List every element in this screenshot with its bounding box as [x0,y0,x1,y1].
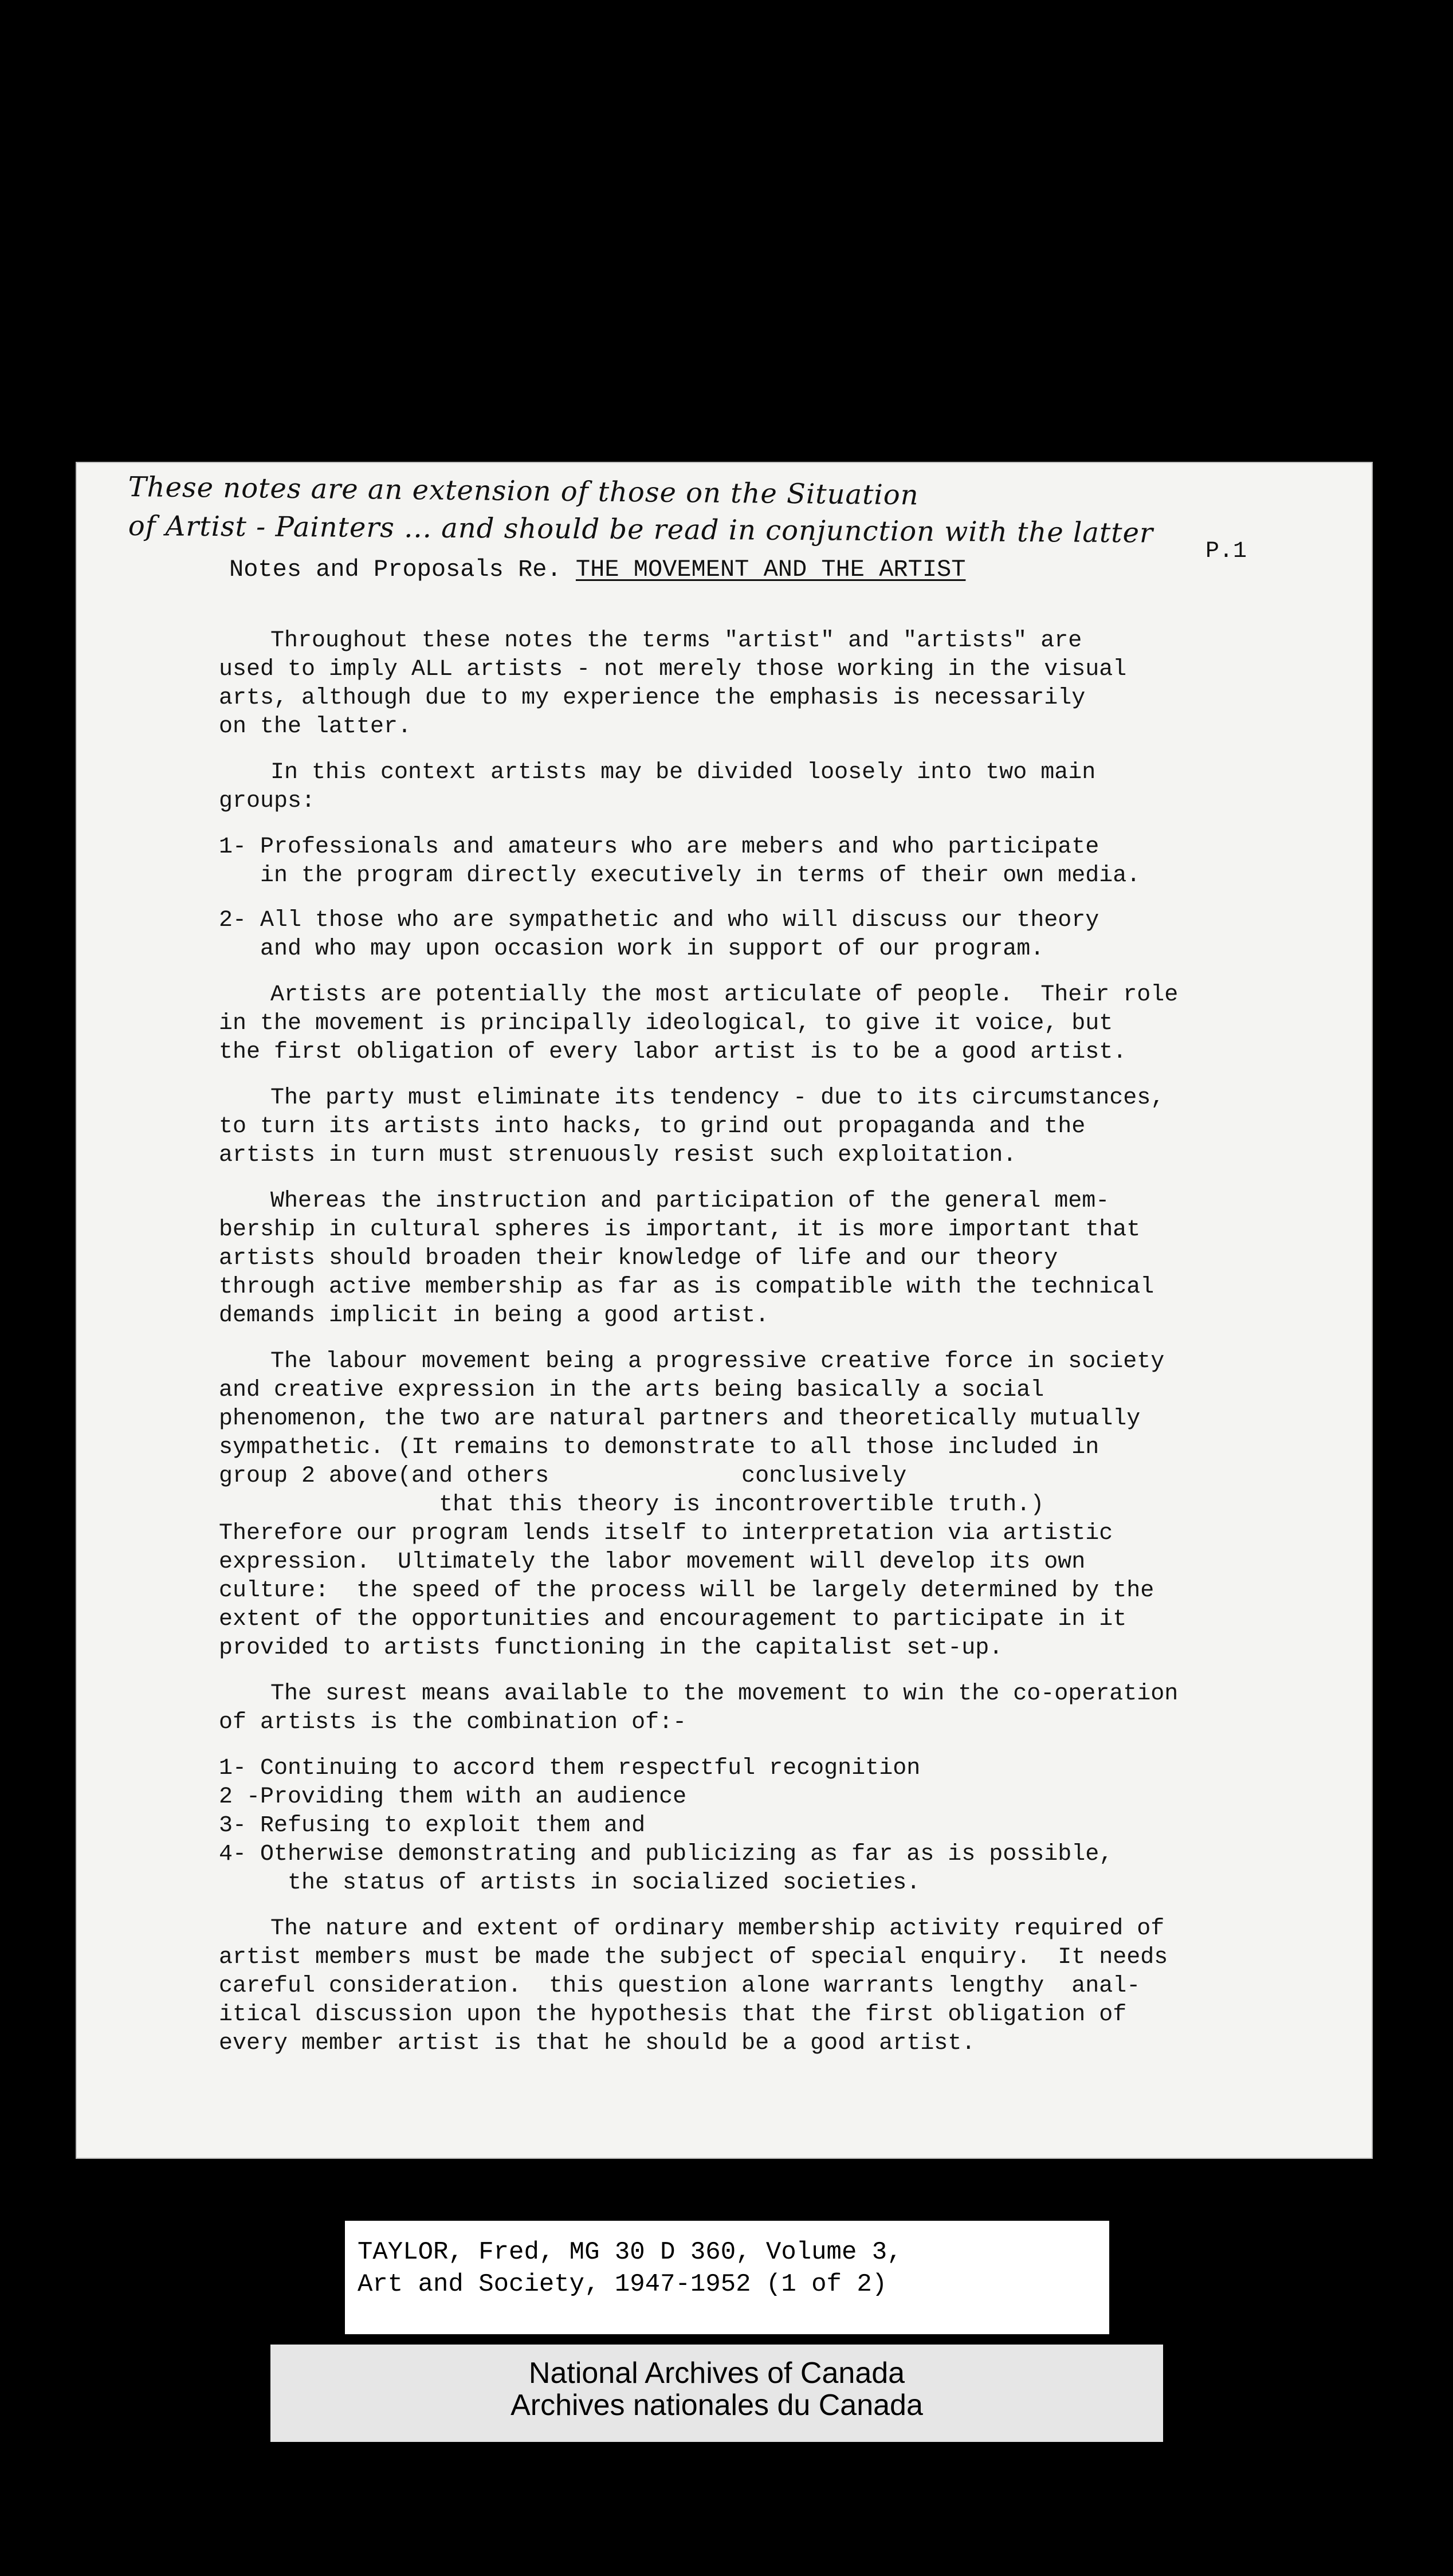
document-sheet [76,462,1373,2159]
catalogue-label-line-1: TAYLOR, Fred, MG 30 D 360, Volume 3, [358,2238,902,2267]
handwritten-note-line-2: of Artist - Painters ... and should be read in conjunction with the latter [128,510,1154,549]
archive-name-french: Archives nationales du Canada [510,2389,923,2422]
paragraph-membership-activity: The nature and extent of ordinary membership activity required of artist members must be made the subject of special enquiry. It needs careful consideration. this question alone warrants lengthy anal- itical discussion upon the hypothesis that the first obligation of every member artist is that he should be a good artist. [219,1916,1168,2056]
list-item: 3- Refusing to exploit them and [219,1813,646,1839]
list-item: 1- Continuing to accord them respectful recognition [219,1756,921,1781]
title-prefix: Notes and Proposals Re. [229,556,561,583]
paragraph-groups-intro: In this context artists may be divided loosely into two main groups: [219,760,1096,814]
page-number: P.1 [1205,539,1247,564]
archive-name-english: National Archives of Canada [528,2357,905,2390]
document-body [219,627,1342,2075]
list-item: 4- Otherwise demonstrating and publicizing as far as is possible, the status of artists in socialized societies. [219,1841,1113,1896]
paragraph-membership: Whereas the instruction and participation of the general mem- bership in cultural spheres is important, it is more important that artists should broaden their knowledge of life and our theory through active membership as far as is compatible with the technical demands implicit in being a good artist. [219,1188,1154,1329]
paragraph-surest-means: The surest means available to the movement to win the co-operation of artists is the combination of:- [219,1681,1179,1735]
list-item: 2- All those who are sympathetic and who will discuss our theory and who may upon occasion work in support of our program. [219,908,1099,962]
paragraph-articulate: Artists are potentially the most articulate of people. Their role in the movement is principally ideological, to give it voice, but the first obligation of every labor artist is to be a good artist. [219,982,1179,1065]
paragraph-party: The party must eliminate its tendency - due to its circumstances, to turn its artists into hacks, to grind out propaganda and the artists in turn must strenuously resist such exploitation. [219,1085,1165,1168]
list-item: 1- Professionals and amateurs who are mebers and who participate in the program directly executively in terms of their own media. [219,834,1141,889]
means-list [219,1754,1342,1898]
catalogue-label-line-2: Art and Society, 1947-1952 (1 of 2) [358,2270,887,2299]
paragraph-labour-movement: The labour movement being a progressive creative force in society and creative expression in the arts being basically a social phenomenon, the two are natural partners and theoretically mutually sympathetic. (It remains to demonstrate to all those included in group 2 above(and others conclusively that this theory is incontrovertible truth.) Therefore our program lends itself to interpretation via artistic expression. Ultimately the labor movement will develop its own culture: the speed of the process will be largely determined by the extent of the opportunities and encouragement to participate in it provided to artists functioning in the capitalist set-up. [219,1349,1165,1661]
title-underlined: THE MOVEMENT AND THE ARTIST [575,556,966,583]
groups-list [219,833,1342,964]
document-title [229,556,965,583]
handwritten-note-line-1: These notes are an extension of those on the Situation [128,471,919,512]
list-item: 2 -Providing them with an audience [219,1784,687,1810]
catalogue-label [345,2221,1109,2334]
paragraph-terms: Throughout these notes the terms "artist" and "artists" are used to imply ALL artists - not merely those working in the visual arts, although due to my experience the emphasis is necessarily on the latter. [219,628,1127,740]
archive-credit [270,2345,1163,2442]
